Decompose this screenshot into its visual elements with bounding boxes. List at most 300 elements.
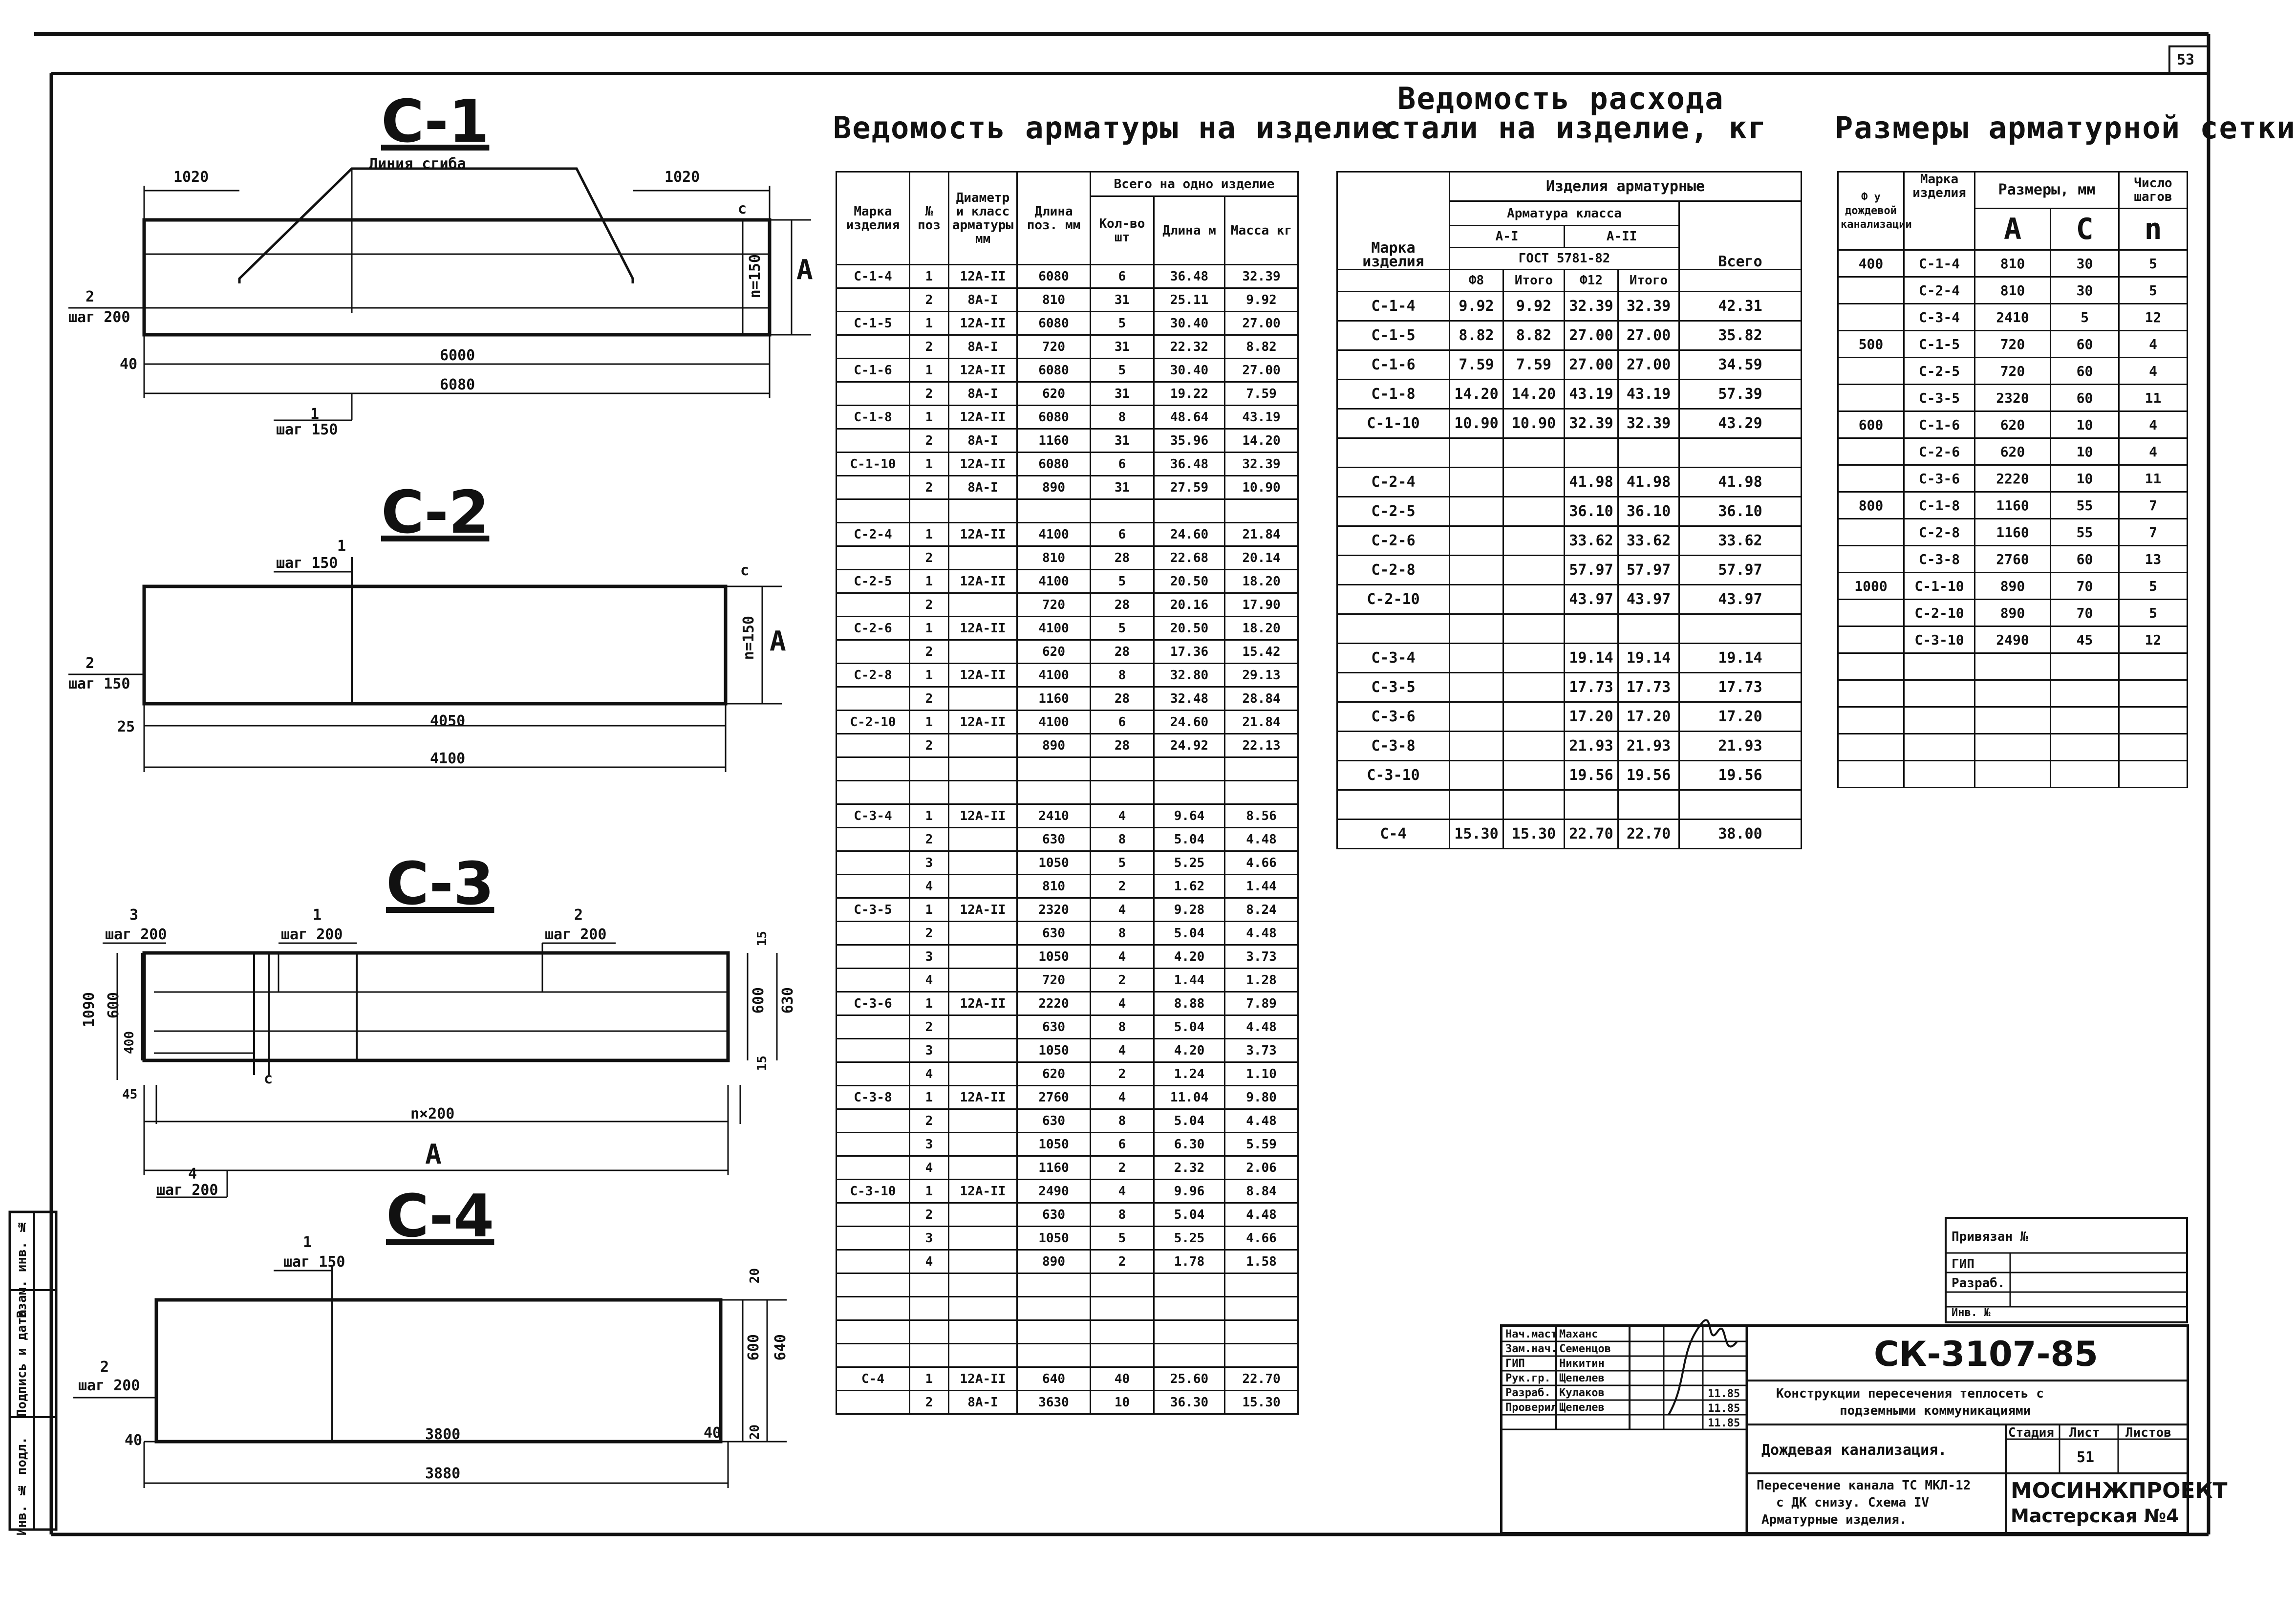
steel-consumption-cell (1450, 644, 1503, 673)
mesh-sizes-row (1838, 707, 2188, 734)
tb-role: Нач.маст. (1505, 1328, 1564, 1340)
steel-consumption-cell (1450, 702, 1503, 732)
c4-pos2: 2 (100, 1359, 109, 1376)
rebar-schedule-cell: С-3-10 (837, 1180, 910, 1203)
rebar-schedule-cell: 630 (1017, 922, 1091, 945)
rebar-schedule-cell: 20.16 (1154, 593, 1225, 617)
rebar-schedule-cell: 2220 (1017, 992, 1091, 1015)
c3-step1: шаг 200 (281, 926, 343, 943)
c3-pos4: 4 (188, 1165, 197, 1183)
binding-razrab: Разраб. (1952, 1276, 2005, 1291)
rebar-schedule-cell: 5.04 (1154, 922, 1225, 945)
rebar-schedule-cell (949, 875, 1017, 898)
steel-consumption-cell: 33.62 (1565, 526, 1618, 556)
c3-edge15-top: 15 (755, 931, 770, 947)
rebar-schedule-cell: 1160 (1017, 429, 1091, 453)
steel-consumption-row (1337, 790, 1802, 820)
rebar-schedule-cell: 32.39 (1225, 265, 1298, 288)
rebar-schedule-cell (949, 922, 1017, 945)
steel-consumption-cell (1450, 556, 1503, 585)
rebar-schedule-cell: 12А-II (949, 1086, 1017, 1109)
rebar-schedule-cell (837, 335, 910, 359)
mesh-sizes-cell (1904, 680, 1975, 707)
mesh-sizes-cell (1904, 707, 1975, 734)
mesh-sizes-row (1838, 761, 2188, 788)
rebar-schedule-row (837, 922, 1298, 945)
rebar-schedule-cell: 31 (1091, 429, 1154, 453)
mesh-sizes-row (1838, 358, 2188, 385)
rebar-schedule-cell: 1050 (1017, 1133, 1091, 1156)
mesh-sizes-cell (1838, 653, 1904, 680)
rebar-schedule-cell: 4100 (1017, 570, 1091, 593)
mesh-sizes-cell (2119, 761, 2188, 788)
rebar-schedule-cell: 1 (910, 359, 949, 382)
rebar-schedule-cell: 2 (1091, 1156, 1154, 1180)
tb-role: Рук.гр. (1505, 1372, 1551, 1384)
c1-bend-line-label: Линия сгиба (369, 155, 466, 173)
tb-person: Маханс (1559, 1328, 1598, 1340)
steel-consumption-cell: 42.31 (1679, 292, 1802, 321)
rebar-schedule-row (837, 1203, 1298, 1227)
rebar-schedule-cell: 12А-II (949, 711, 1017, 734)
rebar-schedule-cell: 810 (1017, 288, 1091, 312)
rebar-schedule-cell: 1050 (1017, 1039, 1091, 1062)
rebar-schedule-row (837, 1227, 1298, 1250)
rebar-schedule-cell (837, 1109, 910, 1133)
tb-sheet-value: 51 (2077, 1449, 2095, 1466)
mesh-sizes-cell: 2760 (1975, 546, 2051, 573)
rebar-schedule-cell (837, 429, 910, 453)
rebar-schedule-cell (1154, 499, 1225, 523)
mesh-sizes-row (1838, 277, 2188, 304)
rebar-schedule-row (837, 1015, 1298, 1039)
mesh-sizes-cell (2119, 653, 2188, 680)
rebar-schedule-cell: 25.60 (1154, 1367, 1225, 1391)
tb-code: СК-3107-85 (1874, 1334, 2098, 1374)
rebar-schedule-row (837, 781, 1298, 804)
rebar-schedule-cell: 32.80 (1154, 664, 1225, 687)
rebar-schedule-row (837, 288, 1298, 312)
rebar-schedule-cell: С-2-5 (837, 570, 910, 593)
mesh-sizes-cell (1838, 304, 1904, 331)
steel-consumption-cell: 27.00 (1618, 350, 1679, 380)
steel-consumption-cell: 41.98 (1618, 468, 1679, 497)
tb-role: Проверил (1505, 1402, 1557, 1414)
steel-consumption-cell (1679, 614, 1802, 644)
rebar-schedule-cell: 28 (1091, 546, 1154, 570)
rebar-schedule-cell: 27.59 (1154, 476, 1225, 499)
steel-consumption-cell: 43.97 (1565, 585, 1618, 614)
rebar-schedule-cell (949, 851, 1017, 875)
rebar-h-diameter: Диаметр и класс арматуры мм (949, 172, 1017, 265)
mesh-sizes-cell: 7 (2119, 519, 2188, 546)
steel-consumption-cell: 7.59 (1503, 350, 1565, 380)
mesh-sizes-cell: 11 (2119, 385, 2188, 411)
rebar-schedule-row (837, 382, 1298, 406)
steel-h-blank2 (1679, 270, 1802, 292)
rebar-schedule-cell: 6080 (1017, 453, 1091, 476)
title-block (1500, 1324, 2228, 1534)
mesh-sizes-cell: С-3-6 (1904, 465, 1975, 492)
binding-box (1945, 1217, 2188, 1323)
steel-consumption-row (1337, 497, 1802, 526)
rebar-schedule-cell (949, 1133, 1017, 1156)
rebar-schedule-row (837, 1133, 1298, 1156)
steel-h-d12: Ф12 (1565, 270, 1618, 292)
rebar-schedule-cell: 36.48 (1154, 453, 1225, 476)
rebar-schedule-cell: 2 (910, 429, 949, 453)
steel-consumption-cell: 32.39 (1565, 409, 1618, 438)
steel-h-a2: А-II (1565, 226, 1679, 248)
steel-consumption-cell: 38.00 (1679, 820, 1802, 849)
rebar-schedule-cell: 2 (910, 640, 949, 664)
mesh-sizes-row (1838, 600, 2188, 626)
rebar-schedule-cell (949, 593, 1017, 617)
steel-consumption-cell: 33.62 (1679, 526, 1802, 556)
mesh-sizes-cell: С-3-8 (1904, 546, 1975, 573)
rebar-schedule-row (837, 1180, 1298, 1203)
rebar-schedule-cell: 17.90 (1225, 593, 1298, 617)
rebar-schedule-cell: 4 (910, 1156, 949, 1180)
c2-pos1: 1 (337, 538, 346, 555)
rebar-schedule-cell: 1 (910, 312, 949, 335)
steel-consumption-cell: 43.97 (1679, 585, 1802, 614)
steel-h-products: Изделия арматурные (1450, 172, 1802, 201)
rebar-schedule-cell: С-1-10 (837, 453, 910, 476)
steel-consumption-cell: 21.93 (1565, 732, 1618, 761)
mesh-h-du: Ф у дождевой канализации (1838, 172, 1904, 250)
rebar-schedule-cell (910, 1273, 949, 1297)
rebar-schedule-cell: 28.84 (1225, 687, 1298, 711)
c3-c-mark: c (264, 1070, 273, 1087)
mesh-sizes-cell: 70 (2051, 573, 2119, 600)
rebar-schedule-cell: 5 (1091, 570, 1154, 593)
rebar-schedule-cell: 620 (1017, 640, 1091, 664)
mesh-sizes-cell: С-3-5 (1904, 385, 1975, 411)
steel-consumption-cell: 8.82 (1450, 321, 1503, 350)
mesh-sizes-row (1838, 734, 2188, 761)
steel-consumption-cell: 21.93 (1618, 732, 1679, 761)
rebar-schedule-cell: 8 (1091, 664, 1154, 687)
steel-consumption-cell: 57.39 (1679, 380, 1802, 409)
mesh-sizes-cell: 4 (2119, 438, 2188, 465)
rebar-schedule-cell: 810 (1017, 875, 1091, 898)
steel-consumption-cell: 10.90 (1450, 409, 1503, 438)
rebar-schedule-cell: 4 (1091, 804, 1154, 828)
c4-top20: 20 (748, 1268, 762, 1284)
tb-subject: Дождевая канализация. (1761, 1442, 1947, 1459)
rebar-schedule-row (837, 757, 1298, 781)
steel-consumption-row (1337, 350, 1802, 380)
rebar-schedule-row (837, 1273, 1298, 1297)
rebar-schedule-cell: 2760 (1017, 1086, 1091, 1109)
steel-consumption-cell: С-1-10 (1337, 409, 1450, 438)
c4-pos1: 1 (303, 1234, 312, 1251)
mesh-sizes-cell: 60 (2051, 546, 2119, 573)
rebar-schedule-cell: 2 (910, 593, 949, 617)
rebar-schedule-cell (1091, 1273, 1154, 1297)
mesh-sizes-cell (2119, 680, 2188, 707)
steel-consumption-cell: С-3-4 (1337, 644, 1450, 673)
rebar-schedule-cell: 22.13 (1225, 734, 1298, 757)
rebar-schedule-cell: 720 (1017, 593, 1091, 617)
steel-consumption-cell (1503, 526, 1565, 556)
steel-consumption-cell: 43.97 (1618, 585, 1679, 614)
rebar-schedule-cell: 2410 (1017, 804, 1091, 828)
steel-consumption-cell: 36.10 (1679, 497, 1802, 526)
steel-consumption-cell: С-4 (1337, 820, 1450, 849)
rebar-schedule-cell: 8А-I (949, 335, 1017, 359)
mesh-sizes-row (1838, 385, 2188, 411)
steel-consumption-cell: С-3-10 (1337, 761, 1450, 790)
rebar-schedule-cell: 2 (1091, 1250, 1154, 1273)
mesh-sizes-cell (1838, 761, 1904, 788)
rebar-schedule-cell: 630 (1017, 828, 1091, 851)
mesh-sizes-cell: 2410 (1975, 304, 2051, 331)
tb-role: ГИП (1505, 1358, 1525, 1370)
steel-consumption-cell: 32.39 (1618, 292, 1679, 321)
rebar-schedule-cell: 20.50 (1154, 617, 1225, 640)
rebar-schedule-cell: 21.84 (1225, 711, 1298, 734)
steel-h-d8: Ф8 (1450, 270, 1503, 292)
rebar-schedule-cell: С-3-8 (837, 1086, 910, 1109)
steel-consumption-cell: 10.90 (1503, 409, 1565, 438)
c1-a-label: A (796, 254, 813, 286)
rebar-schedule-row (837, 570, 1298, 593)
rebar-schedule-cell: 24.92 (1154, 734, 1225, 757)
rebar-h-group: Всего на одно изделие (1091, 172, 1298, 196)
steel-consumption-row (1337, 438, 1802, 468)
mesh-sizes-cell: 7 (2119, 492, 2188, 519)
rebar-schedule-cell: 890 (1017, 734, 1091, 757)
rebar-schedule-cell: 8А-I (949, 1391, 1017, 1414)
rebar-schedule-cell: 12А-II (949, 312, 1017, 335)
rebar-schedule-cell: 2 (1091, 969, 1154, 992)
rebar-schedule-cell: 31 (1091, 476, 1154, 499)
steel-consumption-cell: С-3-6 (1337, 702, 1450, 732)
steel-consumption-cell: 9.92 (1450, 292, 1503, 321)
steel-consumption-cell (1618, 790, 1679, 820)
rebar-schedule-cell: 1 (910, 898, 949, 922)
rebar-schedule-cell (949, 969, 1017, 992)
steel-consumption-cell: 19.56 (1565, 761, 1618, 790)
rebar-schedule-cell (837, 1203, 910, 1227)
rebar-schedule-row (837, 476, 1298, 499)
rebar-schedule-cell (837, 828, 910, 851)
rebar-schedule-row (837, 640, 1298, 664)
rebar-schedule-cell: 8А-I (949, 429, 1017, 453)
steel-consumption-row (1337, 644, 1802, 673)
rebar-schedule-cell: 1.44 (1154, 969, 1225, 992)
c3-step3: шаг 200 (105, 926, 167, 943)
rebar-schedule-cell: 2 (910, 288, 949, 312)
rebar-schedule-cell (1154, 1320, 1225, 1344)
rebar-schedule-cell: 5 (1091, 851, 1154, 875)
rebar-schedule-cell (837, 1273, 910, 1297)
rebar-schedule-cell (837, 945, 910, 969)
mesh-sizes-cell: 70 (2051, 600, 2119, 626)
rebar-schedule-cell: 5.04 (1154, 1203, 1225, 1227)
c1-title: С-1 (381, 88, 490, 156)
c2-c-mark: c (740, 562, 750, 579)
mesh-sizes-cell: 5 (2119, 573, 2188, 600)
rebar-schedule-cell: 2 (910, 1391, 949, 1414)
steel-consumption-cell: 14.20 (1503, 380, 1565, 409)
rebar-schedule-cell: 8 (1091, 922, 1154, 945)
mesh-sizes-cell (1975, 761, 2051, 788)
rebar-schedule-cell: 4 (1091, 1039, 1154, 1062)
mesh-sizes-cell: С-1-4 (1904, 250, 1975, 277)
mesh-sizes-cell (1838, 385, 1904, 411)
rebar-schedule-cell: 5.59 (1225, 1133, 1298, 1156)
rebar-schedule-cell: 2 (910, 1109, 949, 1133)
rebar-schedule-cell: 8.24 (1225, 898, 1298, 922)
rebar-schedule-cell: 2 (910, 335, 949, 359)
rebar-schedule-cell (837, 1062, 910, 1086)
mesh-sizes-cell: С-3-10 (1904, 626, 1975, 653)
rebar-schedule-cell: С-2-6 (837, 617, 910, 640)
rebar-schedule-row (837, 687, 1298, 711)
rebar-schedule-cell: 1050 (1017, 851, 1091, 875)
rebar-schedule-cell: 890 (1017, 1250, 1091, 1273)
rebar-schedule-cell: С-2-10 (837, 711, 910, 734)
rebar-schedule-cell: 6 (1091, 453, 1154, 476)
rebar-schedule-cell: 1.28 (1225, 969, 1298, 992)
rebar-schedule-cell: 1160 (1017, 687, 1091, 711)
c1-c-mark: c (738, 200, 747, 217)
rebar-schedule-cell (837, 851, 910, 875)
steel-consumption-cell: 19.14 (1679, 644, 1802, 673)
rebar-schedule-cell: 1050 (1017, 945, 1091, 969)
rebar-schedule-cell: 2 (910, 687, 949, 711)
rebar-schedule-cell: 1 (910, 570, 949, 593)
c3-left-mid: 600 (105, 992, 122, 1019)
rebar-schedule-cell (910, 1297, 949, 1320)
rebar-schedule-cell (837, 1039, 910, 1062)
mesh-sizes-cell (2051, 707, 2119, 734)
rebar-schedule-cell (837, 1156, 910, 1180)
steel-consumption-cell (1450, 614, 1503, 644)
steel-consumption-cell: 57.97 (1618, 556, 1679, 585)
rebar-schedule-cell: 4100 (1017, 617, 1091, 640)
rebar-schedule-cell: 7.59 (1225, 382, 1298, 406)
mesh-sizes-cell: 2320 (1975, 385, 2051, 411)
rebar-schedule-cell: 12А-II (949, 992, 1017, 1015)
rebar-schedule-cell (949, 1273, 1017, 1297)
mesh-sizes-cell: С-1-6 (1904, 411, 1975, 438)
rebar-schedule-cell: 5.04 (1154, 1109, 1225, 1133)
rebar-schedule-cell: 630 (1017, 1203, 1091, 1227)
mesh-sizes-row (1838, 573, 2188, 600)
rebar-schedule-cell: 6 (1091, 265, 1154, 288)
rebar-schedule-row (837, 453, 1298, 476)
mesh-sizes-cell: 2490 (1975, 626, 2051, 653)
rebar-schedule-cell: 10.90 (1225, 476, 1298, 499)
rebar-schedule-cell: 1.58 (1225, 1250, 1298, 1273)
mesh-sizes-cell: 800 (1838, 492, 1904, 519)
rebar-schedule-cell: 29.13 (1225, 664, 1298, 687)
c3-title: С-3 (386, 850, 494, 918)
rebar-schedule-row (837, 1250, 1298, 1273)
tb-date-3: 11.85 (1708, 1417, 1740, 1429)
rebar-schedule-cell: 36.30 (1154, 1391, 1225, 1414)
rebar-schedule-cell (1154, 1344, 1225, 1367)
rebar-schedule-cell: 12А-II (949, 617, 1017, 640)
steel-consumption-cell: С-1-5 (1337, 321, 1450, 350)
c3-pos2: 2 (574, 906, 583, 924)
mesh-sizes-cell: 60 (2051, 385, 2119, 411)
steel-consumption-cell: 33.62 (1618, 526, 1679, 556)
mesh-sizes-cell: 10 (2051, 411, 2119, 438)
rebar-schedule-cell: 10 (1091, 1391, 1154, 1414)
mesh-sizes-cell (1975, 734, 2051, 761)
steel-consumption-cell (1503, 761, 1565, 790)
steel-consumption-cell (1503, 614, 1565, 644)
mesh-sizes-cell: 45 (2051, 626, 2119, 653)
rebar-schedule-cell: 12А-II (949, 1180, 1017, 1203)
steel-consumption-cell: С-2-5 (1337, 497, 1450, 526)
rebar-schedule-cell: 6080 (1017, 312, 1091, 335)
rebar-schedule-cell: С-2-8 (837, 664, 910, 687)
rebar-schedule-cell: 2 (910, 382, 949, 406)
rebar-schedule-cell: 4.48 (1225, 828, 1298, 851)
rebar-schedule-cell (1154, 757, 1225, 781)
steel-consumption-cell (1679, 790, 1802, 820)
rebar-schedule-row (837, 804, 1298, 828)
c3-edge15-bottom: 15 (755, 1056, 770, 1071)
rebar-schedule-cell: 3 (910, 851, 949, 875)
mesh-sizes-cell: С-1-8 (1904, 492, 1975, 519)
rebar-schedule-cell: 8.88 (1154, 992, 1225, 1015)
rebar-schedule-cell: 4100 (1017, 711, 1091, 734)
mesh-sizes-cell: 4 (2119, 411, 2188, 438)
c1-dim-outer: 6080 (440, 376, 475, 393)
tb-h-stage: Стадия (2008, 1425, 2054, 1440)
mesh-sizes-cell: 1160 (1975, 519, 2051, 546)
rebar-schedule-cell: 8А-I (949, 288, 1017, 312)
rebar-schedule-row (837, 875, 1298, 898)
c3-pos3: 3 (129, 906, 139, 924)
c2-step1: шаг 150 (276, 555, 338, 572)
rebar-schedule-cell: 12А-II (949, 664, 1017, 687)
c1-step2: шаг 200 (68, 309, 130, 326)
steel-consumption-cell (1565, 790, 1618, 820)
rebar-schedule-cell (837, 476, 910, 499)
rebar-schedule-cell: 31 (1091, 288, 1154, 312)
mesh-sizes-cell: 55 (2051, 492, 2119, 519)
rebar-schedule-cell: 2 (1091, 875, 1154, 898)
rebar-schedule-cell (837, 640, 910, 664)
rebar-schedule-cell: 1 (910, 265, 949, 288)
mesh-sizes-cell: 55 (2051, 519, 2119, 546)
stamp-inv-podl: Инв. № подл. (15, 1437, 29, 1536)
rebar-schedule-cell: 4 (1091, 1086, 1154, 1109)
rebar-schedule-cell: 1 (910, 804, 949, 828)
rebar-schedule-row (837, 664, 1298, 687)
steel-title-line1: Ведомость расхода (1397, 81, 1724, 116)
steel-consumption-row (1337, 526, 1802, 556)
steel-title-line2: стали на изделие, кг (1383, 110, 1767, 146)
mesh-sizes-cell: 400 (1838, 250, 1904, 277)
rebar-schedule-row (837, 523, 1298, 546)
rebar-schedule-cell: 1 (910, 523, 949, 546)
tb-detail-line2: с ДК снизу. Схема IV (1776, 1495, 1930, 1510)
rebar-schedule-cell: 24.60 (1154, 711, 1225, 734)
rebar-schedule-cell: С-4 (837, 1367, 910, 1391)
rebar-schedule-cell (949, 781, 1017, 804)
rebar-schedule-cell: 30.40 (1154, 359, 1225, 382)
c4-right-inner: 600 (745, 1334, 762, 1361)
